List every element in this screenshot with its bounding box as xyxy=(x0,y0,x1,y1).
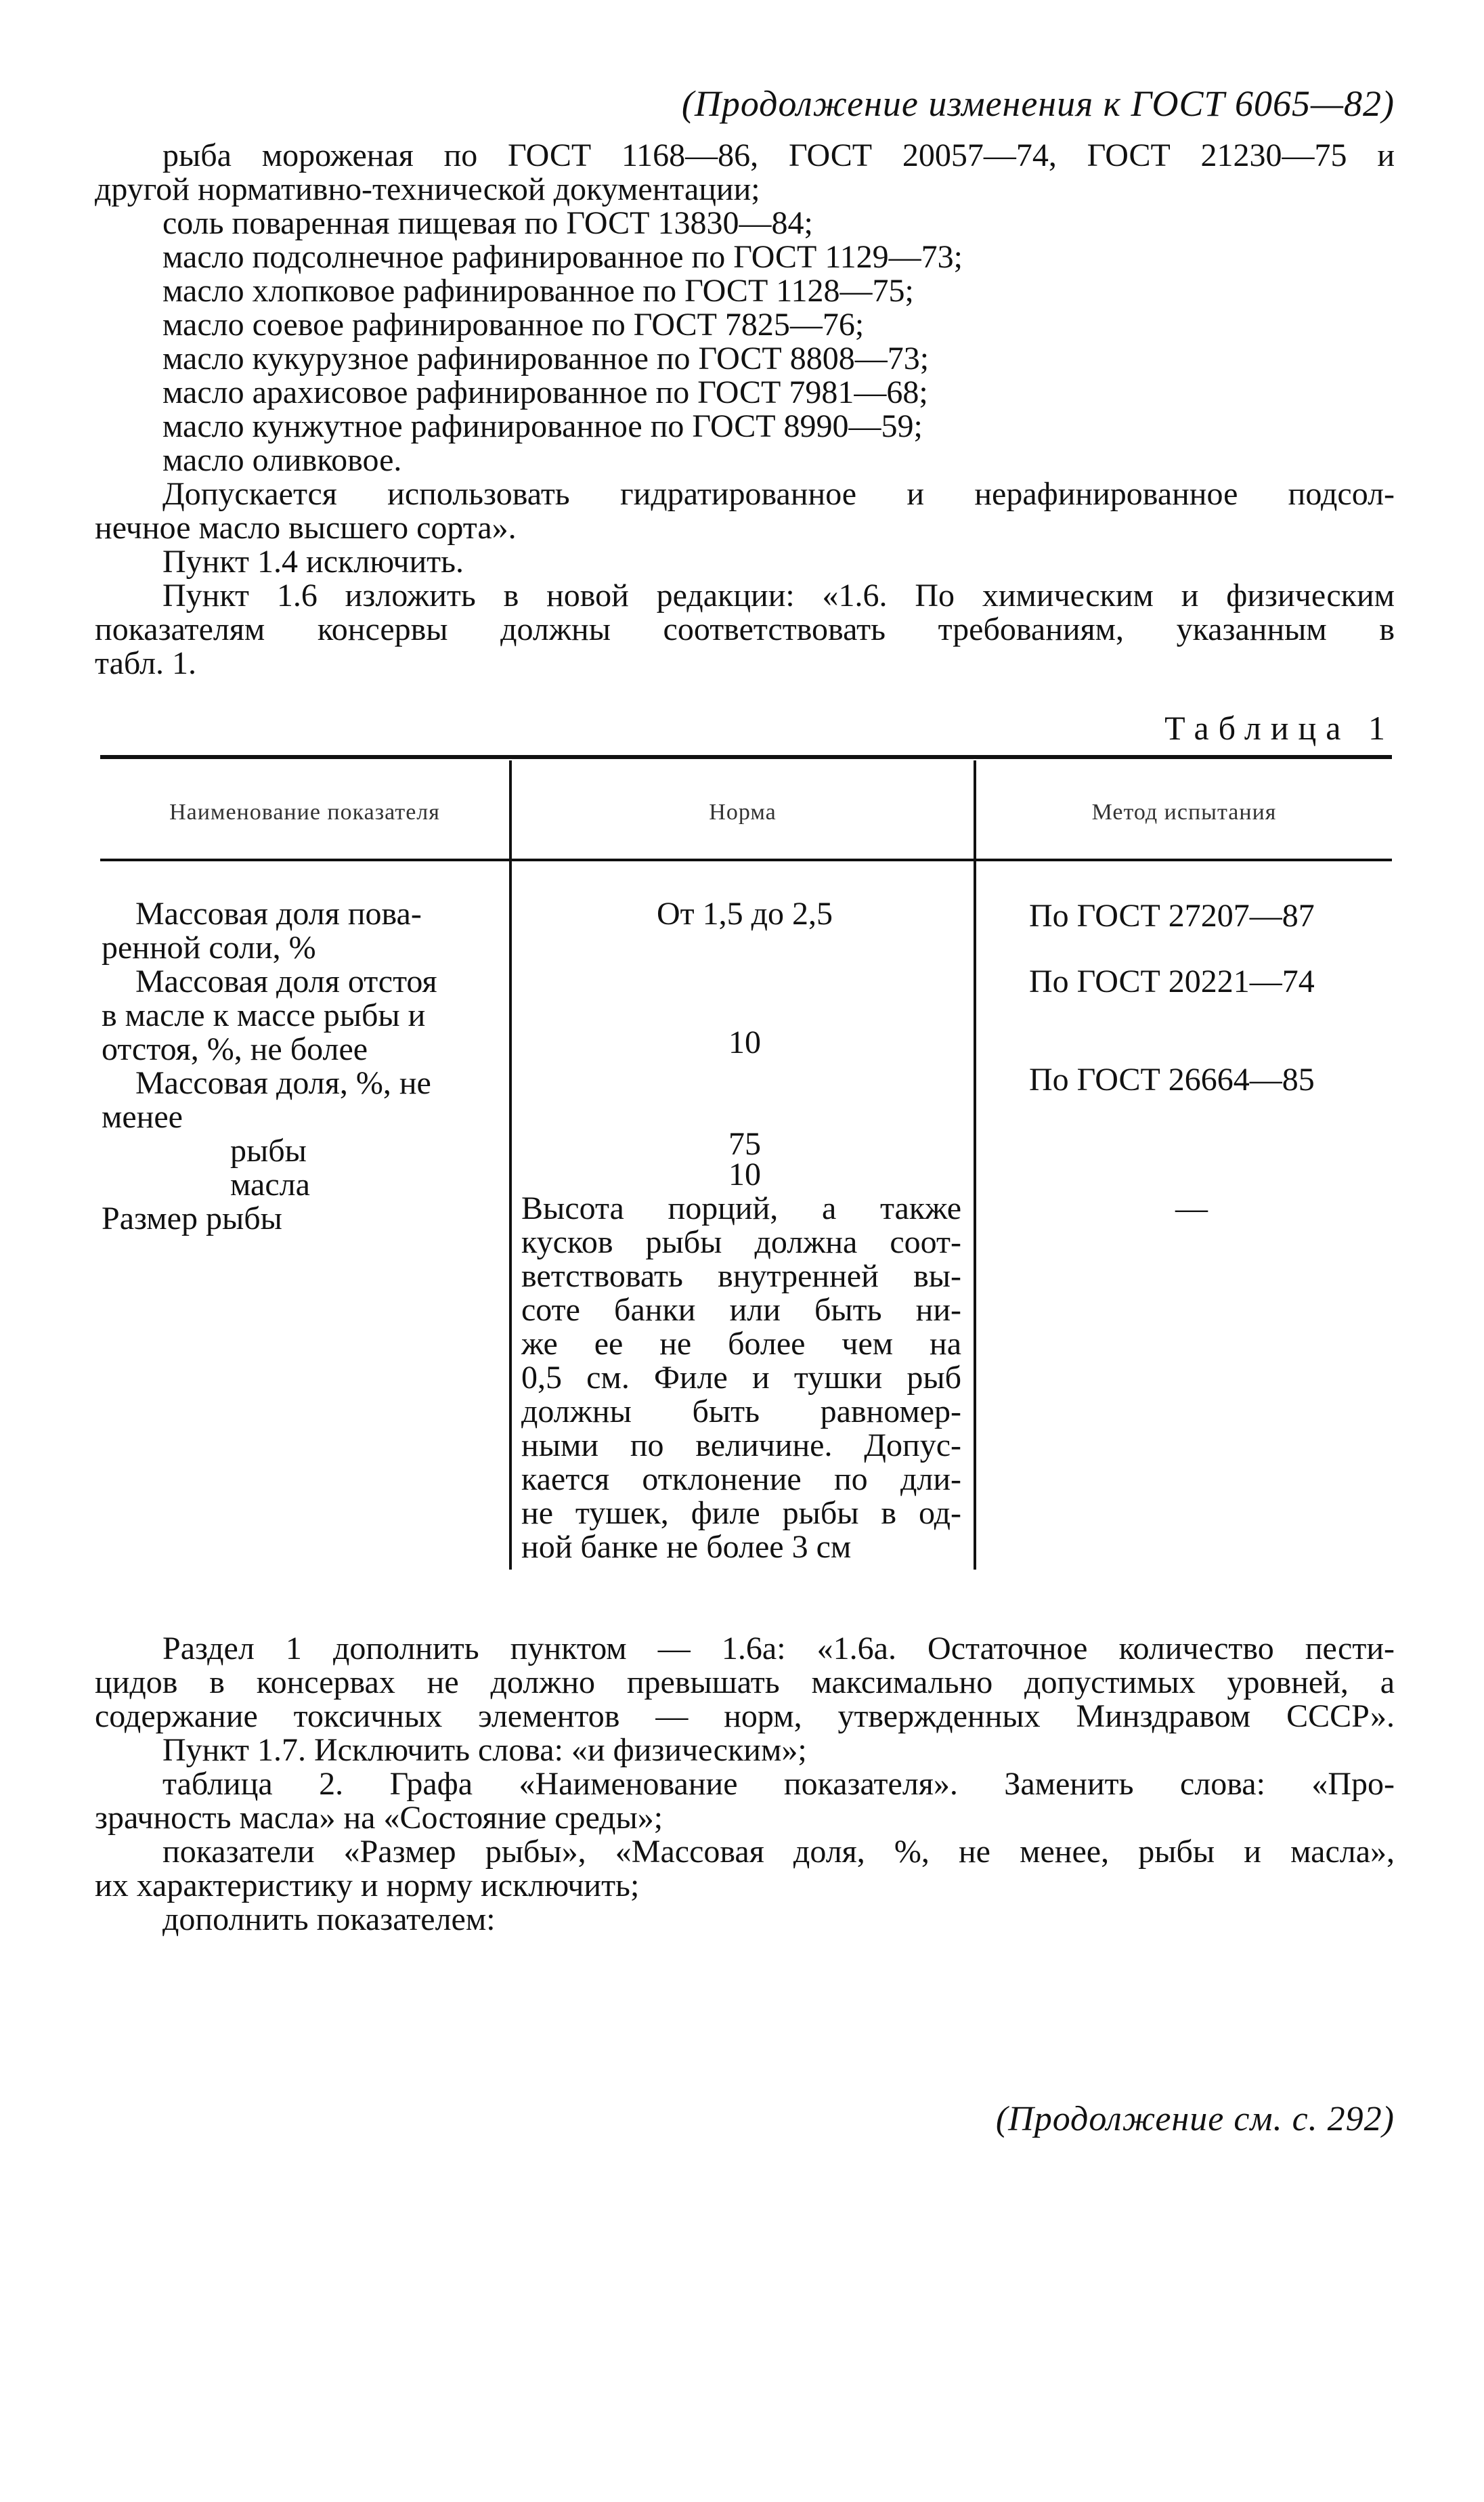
norm-salt: От 1,5 до 2,5 xyxy=(656,896,833,932)
table-column-divider xyxy=(509,760,512,1570)
indicator-name-column xyxy=(102,897,481,1236)
paragraph-line: рыба мороженая по ГОСТ 1168—86, ГОСТ 20057—74, ГОСТ 21230—75 и xyxy=(162,137,1395,173)
norm-size-line: кается отклонение по дли- xyxy=(521,1461,961,1497)
paragraph-line: таблица 2. Графа «Наименование показателя». Заменить слова: «Про- xyxy=(162,1766,1395,1802)
paragraph-line: зрачность масла» на «Состояние среды»; xyxy=(95,1800,663,1836)
table-header-rule xyxy=(100,859,1392,861)
list-item: масло хлопковое рафинированное по ГОСТ 1128—75; xyxy=(162,273,914,309)
indicator-name-line: рыбы xyxy=(230,1133,307,1169)
table-header-method: Метод испытания xyxy=(1091,800,1277,825)
indicator-name-line: Массовая доля отстоя xyxy=(135,964,437,999)
indicator-name-line: Массовая доля пова- xyxy=(135,896,422,932)
paragraph-line: Пункт 1.7. Исключить слова: «и физическим»; xyxy=(162,1732,807,1768)
indicator-name-line: масла xyxy=(230,1167,310,1203)
list-item: масло оливковое. xyxy=(162,442,402,478)
paragraph-line: показателям консервы должны соответствовать требованиям, указанным в xyxy=(95,611,1395,647)
table-caption: Таблица 1 xyxy=(1164,709,1395,747)
indicator-name-line: ренной соли, % xyxy=(102,930,316,966)
method-salt: По ГОСТ 27207—87 xyxy=(1029,898,1315,934)
table-top-rule xyxy=(100,755,1392,759)
amendment-text xyxy=(95,1632,1395,1937)
norm-sediment: 10 xyxy=(728,1024,761,1060)
indicator-name-line: в масле к массе рыбы и xyxy=(102,997,426,1033)
indicator-name-line: отстоя, %, не более xyxy=(102,1031,368,1067)
paragraph-line: Допускается использовать гидратированное и нерафинированное подсол- xyxy=(162,476,1395,512)
paragraph-line: содержание токсичных элементов — норм, утвержденных Минздравом СССР». xyxy=(95,1698,1395,1734)
table-header-norm: Норма xyxy=(709,800,777,825)
list-item: масло кукурузное рафинированное по ГОСТ 8808—73; xyxy=(162,341,930,376)
list-item: масло соевое рафинированное по ГОСТ 7825—76; xyxy=(162,307,865,343)
list-item: масло арахисовое рафинированное по ГОСТ 7981—68; xyxy=(162,374,928,410)
norm-size-line: ными по величине. Допус- xyxy=(521,1427,961,1463)
norm-fish-size xyxy=(521,1192,961,1564)
list-item: масло кунжутное рафинированное по ГОСТ 8990—59; xyxy=(162,408,923,444)
method-sediment: По ГОСТ 20221—74 xyxy=(1029,964,1315,999)
norm-size-line: Высота порций, а также xyxy=(521,1190,961,1226)
paragraph-line: табл. 1. xyxy=(95,645,197,681)
paragraph-line: дополнить показателем: xyxy=(162,1901,496,1937)
paragraph-line: нечное масло высшего сорта». xyxy=(95,510,517,546)
indicator-name-line: Массовая доля, %, не xyxy=(135,1065,431,1101)
norm-size-line: же ее не более чем на xyxy=(521,1326,961,1362)
paragraph-line: показатели «Размер рыбы», «Массовая доля, %, не менее, рыбы и масла», xyxy=(162,1834,1395,1870)
paragraph-line: их характеристику и норму исключить; xyxy=(95,1868,640,1903)
list-item: масло подсолнечное рафинированное по ГОСТ 1129—73; xyxy=(162,239,963,275)
norm-size-line: ветствовать внутренней вы- xyxy=(521,1258,961,1294)
norm-size-line: должны быть равномер- xyxy=(521,1394,961,1429)
list-item: соль поваренная пищевая по ГОСТ 13830—84; xyxy=(162,205,813,241)
indicator-name-line: Размер рыбы xyxy=(102,1201,282,1236)
paragraph-line: Пункт 1.4 исключить. xyxy=(162,544,464,580)
paragraph-line: цидов в консервах не должно превышать максимально допустимых уровней, а xyxy=(95,1664,1395,1700)
table-header-name: Наименование показателя xyxy=(169,800,440,825)
norm-size-line: кусков рыбы должна соот- xyxy=(521,1224,961,1260)
paragraph-line: Раздел 1 дополнить пунктом — 1.6а: «1.6а. Остаточное количество пести- xyxy=(162,1631,1395,1666)
norm-size-line: ной банке не более 3 см xyxy=(521,1529,852,1565)
norm-size-line: соте банки или быть ни- xyxy=(521,1292,961,1328)
intro-text xyxy=(95,139,1395,681)
paragraph-line: другой нормативно-технической документации; xyxy=(95,171,760,207)
indicator-name-line: менее xyxy=(102,1099,183,1135)
method-mass: По ГОСТ 26664—85 xyxy=(1029,1062,1315,1098)
norm-fish: 75 xyxy=(728,1126,761,1162)
norm-size-line: не тушек, филе рыбы в од- xyxy=(521,1495,961,1531)
norm-oil: 10 xyxy=(728,1157,761,1192)
norm-size-line: 0,5 см. Филе и тушки рыб xyxy=(521,1360,961,1396)
method-size: — xyxy=(1175,1190,1208,1226)
continuation-footer: (Продолжение см. с. 292) xyxy=(995,2100,1395,2138)
paragraph-line: Пункт 1.6 изложить в новой редакции: «1.6. По химическим и физическим xyxy=(162,578,1395,613)
continuation-header: (Продолжение изменения к ГОСТ 6065—82) xyxy=(681,83,1395,124)
